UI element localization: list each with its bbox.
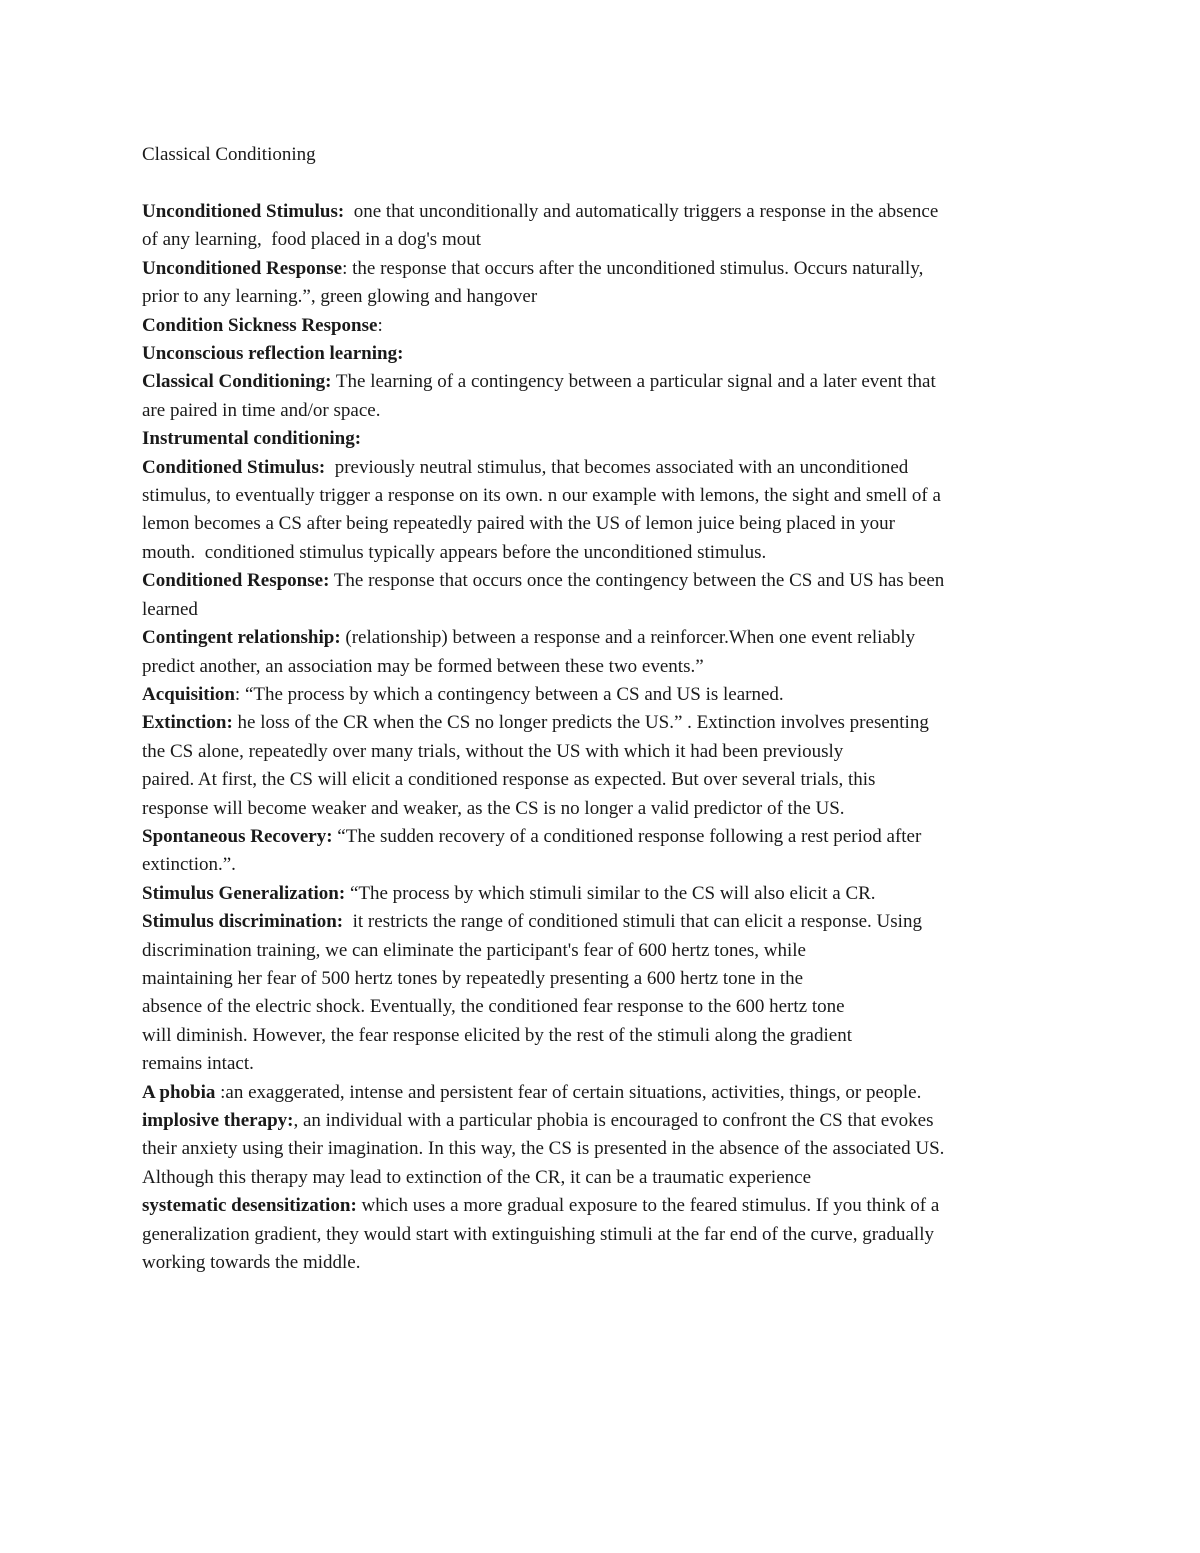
definition-text: previously neutral stimulus, that becomes associated with an unconditioned bbox=[325, 456, 909, 478]
definition-text: “The process by which stimuli similar to the CS will also elicit a CR. bbox=[345, 882, 876, 904]
definition-text: “The sudden recovery of a conditioned response following a rest period after bbox=[332, 825, 922, 847]
definition-line bbox=[142, 397, 1062, 425]
definitions-list bbox=[142, 198, 1062, 1277]
definition-line bbox=[142, 1221, 1062, 1249]
definition-entry bbox=[142, 368, 1062, 425]
definition-line bbox=[142, 425, 1062, 453]
definition-text: predict another, an association may be formed between these two events.” bbox=[142, 655, 704, 677]
definition-text: are paired in time and/or space. bbox=[142, 399, 381, 421]
definition-line bbox=[142, 766, 1062, 794]
definition-text: learned bbox=[142, 598, 198, 620]
definition-line bbox=[142, 823, 1062, 851]
definition-text: paired. At first, the CS will elicit a conditioned response as expected. But over several trials, this bbox=[142, 769, 876, 791]
definition-line bbox=[142, 567, 1062, 595]
definition-entry bbox=[142, 681, 1062, 709]
definition-text: maintaining her fear of 500 hertz tones by repeatedly presenting a 600 hertz tone in the bbox=[142, 967, 804, 989]
definition-text: working towards the middle. bbox=[142, 1252, 361, 1274]
definition-term: Conditioned Response: bbox=[142, 570, 330, 592]
definition-text: :an exaggerated, intense and persistent fear of certain situations, activities, things, or people. bbox=[215, 1081, 922, 1103]
definition-line bbox=[142, 653, 1062, 681]
definition-term: Conditioned Stimulus: bbox=[142, 456, 326, 478]
definition-text: : “The process by which a contingency between a CS and US is learned. bbox=[234, 683, 784, 705]
definition-term: Acquisition bbox=[142, 683, 235, 705]
definition-text: absence of the electric shock. Eventually, the conditioned fear response to the 600 hertz tone bbox=[142, 996, 845, 1018]
definition-line bbox=[142, 908, 1062, 936]
definition-entry bbox=[142, 425, 1062, 453]
definition-text: generalization gradient, they would start with extinguishing stimuli at the far end of the curve, gradually bbox=[142, 1223, 934, 1245]
definition-line bbox=[142, 993, 1062, 1021]
definition-entry bbox=[142, 624, 1062, 681]
definition-line bbox=[142, 937, 1062, 965]
definition-text: the CS alone, repeatedly over many trials, without the US with which it had been previously bbox=[142, 740, 844, 762]
definition-term: Classical Conditioning: bbox=[142, 371, 332, 393]
definition-text: will diminish. However, the fear response elicited by the rest of the stimuli along the gradient bbox=[142, 1024, 852, 1046]
definition-line bbox=[142, 255, 1062, 283]
definition-entry bbox=[142, 908, 1062, 1078]
definition-term: Spontaneous Recovery: bbox=[142, 825, 333, 847]
definition-term: Stimulus Generalization: bbox=[142, 882, 346, 904]
definition-entry bbox=[142, 823, 1062, 880]
definition-entry bbox=[142, 1107, 1062, 1192]
definition-term: Contingent relationship: bbox=[142, 627, 341, 649]
definition-entry bbox=[142, 567, 1062, 624]
definition-line bbox=[142, 1164, 1062, 1192]
definition-term: Unconditioned Response bbox=[142, 257, 343, 279]
definition-line bbox=[142, 851, 1062, 879]
definition-term: systematic desensitization: bbox=[142, 1195, 357, 1217]
definition-entry bbox=[142, 1079, 1062, 1107]
definition-line bbox=[142, 738, 1062, 766]
definition-line bbox=[142, 312, 1062, 340]
definition-text: stimulus, to eventually trigger a response on its own. n our example with lemons, the sight and smell of a bbox=[142, 485, 941, 507]
definition-line bbox=[142, 1050, 1062, 1078]
definition-entry bbox=[142, 880, 1062, 908]
definition-line bbox=[142, 226, 1062, 254]
definition-text: of any learning, food placed in a dog's mout bbox=[142, 229, 482, 251]
definition-term: A phobia bbox=[142, 1081, 216, 1103]
definition-text: (relationship) between a response and a reinforcer.When one event reliably bbox=[340, 627, 916, 649]
definition-term: Unconscious reflection learning: bbox=[142, 343, 404, 365]
definition-entry bbox=[142, 198, 1062, 255]
definition-line bbox=[142, 510, 1062, 538]
definition-line bbox=[142, 198, 1062, 226]
definition-line bbox=[142, 539, 1062, 567]
definition-entry bbox=[142, 255, 1062, 312]
document-title: Classical Conditioning bbox=[142, 144, 316, 165]
definition-term: Instrumental conditioning: bbox=[142, 428, 362, 450]
definition-text: prior to any learning.”, green glowing and hangover bbox=[142, 286, 538, 308]
definition-text: he loss of the CR when the CS no longer predicts the US.” . Extinction involves presenting bbox=[232, 712, 929, 734]
definition-text: lemon becomes a CS after being repeatedly paired with the US of lemon juice being placed in your bbox=[142, 513, 895, 535]
definition-line bbox=[142, 795, 1062, 823]
definition-line bbox=[142, 1192, 1062, 1220]
definition-line bbox=[142, 681, 1062, 709]
definition-text: it restricts the range of conditioned stimuli that can elicit a response. Using bbox=[343, 911, 922, 933]
definition-line bbox=[142, 624, 1062, 652]
definition-term: Stimulus discrimination: bbox=[142, 911, 344, 933]
definition-line bbox=[142, 1022, 1062, 1050]
definition-line bbox=[142, 340, 1062, 368]
definition-term: implosive therapy: bbox=[142, 1110, 294, 1131]
definition-line bbox=[142, 880, 1062, 908]
definition-line bbox=[142, 482, 1062, 510]
definition-text: The response that occurs once the contingency between the CS and US has been bbox=[329, 570, 945, 592]
definition-text: remains intact. bbox=[142, 1053, 254, 1075]
definition-line bbox=[142, 368, 1062, 396]
definition-text: , an individual with a particular phobia is encouraged to confront the CS that evokes bbox=[293, 1110, 934, 1131]
definition-entry bbox=[142, 312, 1062, 340]
definition-line bbox=[142, 596, 1062, 624]
definition-text: mouth. conditioned stimulus typically appears before the unconditioned stimulus. bbox=[142, 541, 767, 563]
definition-text: Although this therapy may lead to extinction of the CR, it can be a traumatic experience bbox=[142, 1166, 812, 1188]
definition-text: : bbox=[377, 314, 383, 336]
definition-line bbox=[142, 1079, 1062, 1107]
definition-text: : the response that occurs after the unconditioned stimulus. Occurs naturally, bbox=[342, 257, 924, 279]
definition-term: Extinction: bbox=[142, 712, 233, 734]
definition-text: one that unconditionally and automatically triggers a response in the absence bbox=[344, 201, 939, 222]
definition-entry bbox=[142, 340, 1062, 368]
definition-line bbox=[142, 709, 1062, 737]
definition-term: Condition Sickness Response bbox=[142, 314, 378, 336]
definition-entry bbox=[142, 709, 1062, 823]
definition-text: response will become weaker and weaker, as the CS is no longer a valid predictor of the US. bbox=[142, 797, 845, 819]
definition-entry bbox=[142, 1192, 1062, 1277]
definition-entry bbox=[142, 454, 1062, 568]
definition-text: which uses a more gradual exposure to the feared stimulus. If you think of a bbox=[356, 1195, 940, 1217]
definition-line bbox=[142, 1135, 1062, 1163]
definition-text: extinction.”. bbox=[142, 854, 236, 876]
definition-text: The learning of a contingency between a particular signal and a later event that bbox=[331, 371, 936, 393]
definition-line bbox=[142, 1107, 1062, 1135]
definition-line bbox=[142, 454, 1062, 482]
definition-line bbox=[142, 1249, 1062, 1277]
definition-line bbox=[142, 283, 1062, 311]
definition-text: discrimination training, we can eliminate the participant's fear of 600 hertz tones, while bbox=[142, 939, 806, 961]
definition-text: their anxiety using their imagination. In this way, the CS is presented in the absence of the associated US. bbox=[142, 1138, 945, 1160]
definition-line bbox=[142, 965, 1062, 993]
definition-term: Unconditioned Stimulus: bbox=[142, 201, 345, 222]
